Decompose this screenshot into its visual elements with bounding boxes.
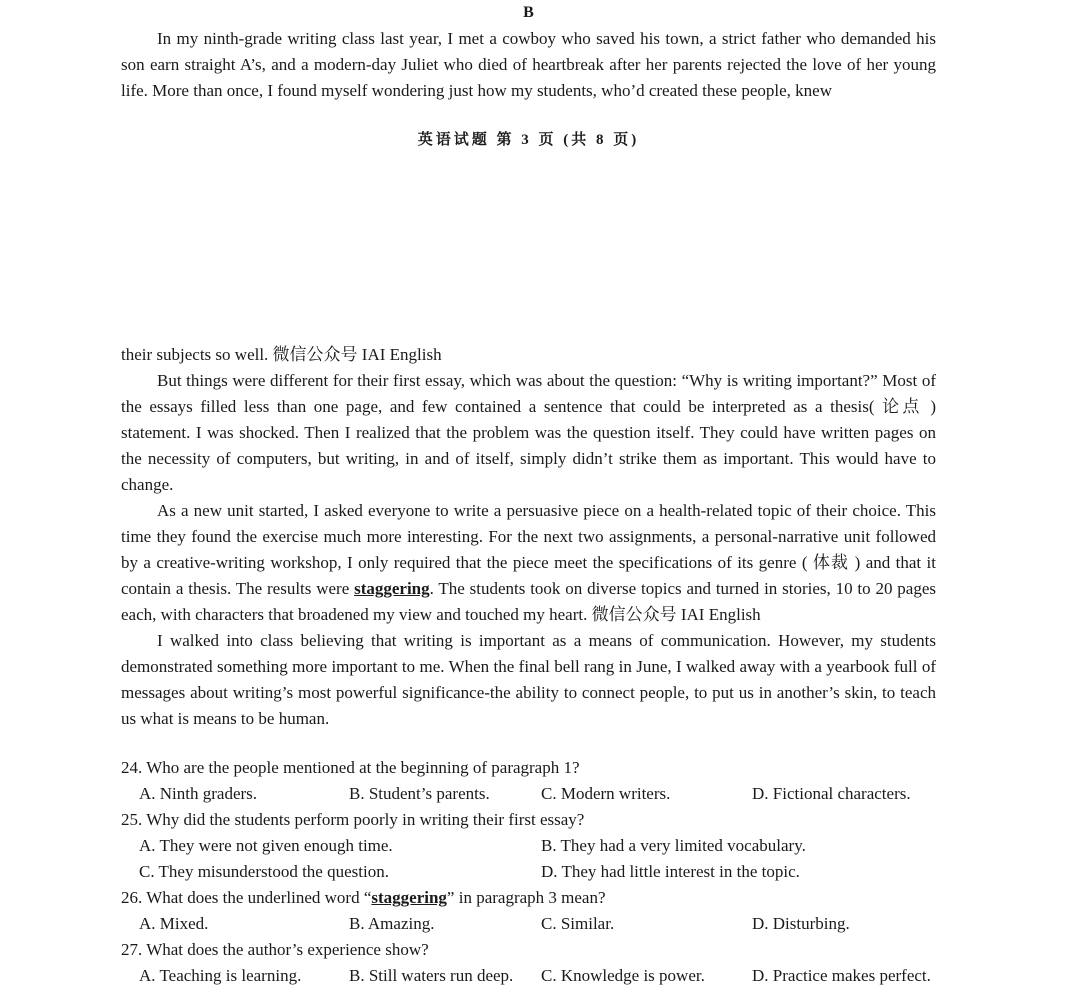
q27-option-b: B. Still waters run deep. bbox=[349, 966, 514, 985]
paragraph-1-part-1: In my ninth-grade writing class last year, I met a cowboy who saved his town, a strict father who demanded his son earn straight A’s, and a modern-day Juliet who died of heartbreak after her parents rejected the love of her young life. More than once, I found myself wondering just how my students, who’d created these people, knew bbox=[121, 29, 936, 100]
q27-option-c: C. Knowledge is power. bbox=[541, 966, 705, 985]
q27-option-d: D. Practice makes perfect. bbox=[752, 966, 931, 985]
underlined-word-staggering: staggering bbox=[354, 579, 430, 598]
q25-option-c: C. They misunderstood the question. bbox=[139, 862, 389, 881]
q26-stem-before: 26. What does the underlined word “ bbox=[121, 888, 372, 907]
paragraph-1-part-2: their subjects so well. 微信公众号 IAI English bbox=[121, 345, 442, 364]
question-27-options bbox=[121, 963, 936, 989]
paragraph-3-before: As a new unit started, I asked everyone to write a persuasive piece on a health-related topic of their choice. This time they found the exercise much more interesting. For the next two assignments, a personal-narrative unit followed by a creative-writing workshop, I only required that the piece meet the specifications of its genre ( 体裁 ) and that it contain a thesis. The results were bbox=[121, 501, 936, 598]
page-footer: 英语试题 第 3 页 (共 8 页) bbox=[417, 132, 640, 148]
paragraph-3-after: . The students took on diverse topics and turned in stories, 10 to 20 pages each, with characters that broadened my view and touched my heart. 微信公众号 IAI English bbox=[121, 579, 937, 624]
paragraph-4: I walked into class believing that writing is important as a means of communication. However, my students demonstrated something more important to me. When the final bell rang in June, I walked away with a yearbook full of messages about writing’s most powerful significance-the ability to connect people, to put us in another’s skin, to teach us what is means to be human. bbox=[121, 631, 936, 728]
q24-option-c: C. Modern writers. bbox=[541, 784, 671, 803]
q27-option-a: A. Teaching is learning. bbox=[139, 966, 302, 985]
q24-option-d: D. Fictional characters. bbox=[752, 784, 911, 803]
passage-body bbox=[121, 342, 936, 732]
q25-option-b: B. They had a very limited vocabulary. bbox=[541, 836, 806, 855]
question-26-options bbox=[121, 911, 936, 937]
questions-section bbox=[121, 755, 936, 989]
question-24: 24. Who are the people mentioned at the beginning of paragraph 1? bbox=[121, 758, 580, 777]
question-26 bbox=[121, 885, 936, 911]
question-25: 25. Why did the students perform poorly in writing their first essay? bbox=[121, 810, 585, 829]
q26-option-d: D. Disturbing. bbox=[752, 914, 850, 933]
paragraph-2: But things were different for their first essay, which was about the question: “Why is writing important?” Most of the essays filled less than one page, and few contained a sentence that could be interpreted as a thesis( 论点 ) statement. I was shocked. Then I realized that the problem was the question itself. They could have written pages on the necessity of computers, but writing, in and of itself, simply didn’t strike them as important. This would have to change. bbox=[121, 371, 936, 494]
q26-underlined-word: staggering bbox=[371, 888, 447, 907]
paragraph-3 bbox=[121, 498, 936, 628]
q25-option-a: A. They were not given enough time. bbox=[139, 836, 393, 855]
q24-option-a: A. Ninth graders. bbox=[139, 784, 258, 803]
q26-stem-after: ” in paragraph 3 mean? bbox=[446, 888, 606, 907]
exam-page bbox=[121, 0, 936, 996]
q26-option-a: A. Mixed. bbox=[139, 914, 209, 933]
q25-option-d: D. They had little interest in the topic. bbox=[541, 862, 800, 881]
q24-option-b: B. Student’s parents. bbox=[349, 784, 490, 803]
question-27: 27. What does the author’s experience show? bbox=[121, 940, 429, 959]
passage-top bbox=[121, 26, 936, 104]
question-24-options bbox=[121, 781, 936, 807]
section-heading: B bbox=[523, 4, 534, 21]
q26-option-c: C. Similar. bbox=[541, 914, 615, 933]
question-25-options-row-2 bbox=[121, 859, 936, 885]
q26-option-b: B. Amazing. bbox=[349, 914, 435, 933]
question-25-options-row-1 bbox=[121, 833, 936, 859]
